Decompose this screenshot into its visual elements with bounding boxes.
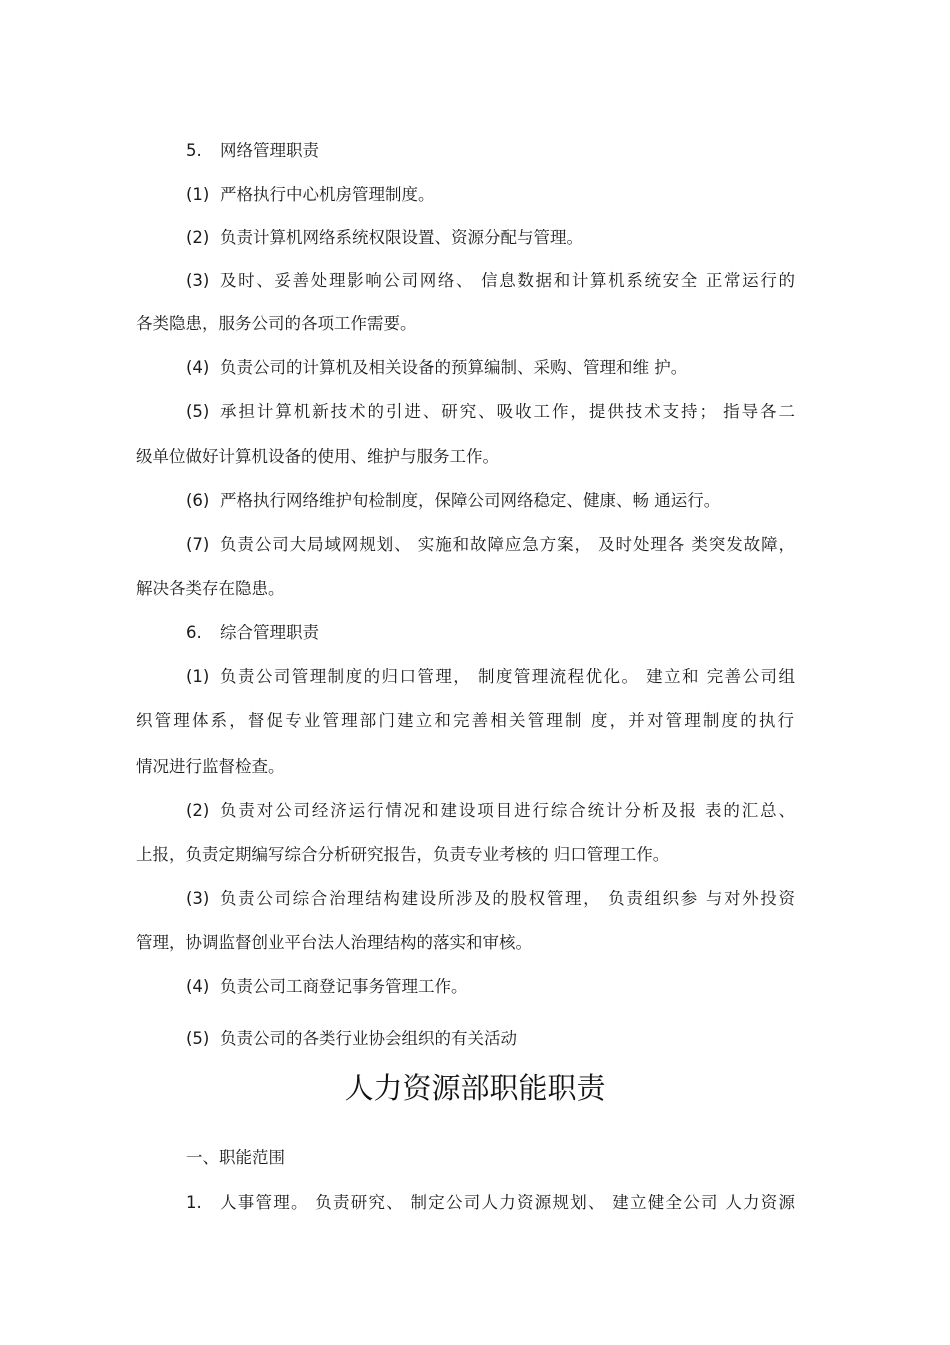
item-text: 负责公司的各类行业协会组织的有关活动 (220, 1029, 517, 1048)
item-text: 负责公司综合治理结构建设所涉及的股权管理， 负责组织参 与对外投资 (220, 889, 795, 908)
list-item (0, 884, 950, 914)
item-text: 人事管理。 负责研究、 制定公司人力资源规划、 建立健全公司 人力资源 (220, 1193, 795, 1212)
list-item (0, 180, 950, 210)
item-text: 情况进行监督检查。 (136, 757, 285, 776)
list-item (0, 796, 950, 826)
item-text: 各类隐患，服务公司的各项工作需要。 (136, 314, 417, 333)
item-number: 1. (186, 1193, 202, 1212)
list-item-continuation (0, 706, 950, 736)
heading-number: 6. (186, 623, 202, 642)
item-number: (3) (186, 271, 210, 290)
list-item (0, 530, 950, 560)
list-item (0, 1024, 950, 1054)
item-number: (2) (186, 801, 210, 820)
list-item-continuation (0, 574, 950, 604)
item-text: 负责公司工商登记事务管理工作。 (220, 977, 468, 996)
item-text: 承担计算机新技术的引进、研究、吸收工作，提供技术支持； 指导各二 (220, 402, 795, 421)
item-text: 上报，负责定期编写综合分析研究报告，负责专业考核的 归口管理工作。 (136, 845, 670, 864)
list-item (0, 662, 950, 692)
item-text: 严格执行网络维护旬检制度，保障公司网络稳定、健康、畅 通运行。 (220, 491, 721, 510)
item-number: (3) (186, 889, 210, 908)
list-item (0, 266, 950, 296)
item-text: 严格执行中心机房管理制度。 (220, 185, 435, 204)
item-text: 织管理体系，督促专业管理部门建立和完善相关管理制 度，并对管理制度的执行 (136, 711, 794, 730)
item-number: (2) (186, 228, 210, 247)
heading-text: 综合管理职责 (220, 623, 319, 642)
list-item-continuation (0, 442, 950, 472)
list-item (0, 1188, 950, 1218)
list-item (0, 972, 950, 1002)
item-text: 负责公司大局域网规划、 实施和故障应急方案， 及时处理各 类突发故障， (220, 535, 795, 554)
item-number: (1) (186, 667, 210, 686)
item-text: 负责对公司经济运行情况和建设项目进行综合统计分析及报 表的汇总、 (220, 801, 795, 820)
item-text: 级单位做好计算机设备的使用、维护与服务工作。 (136, 447, 499, 466)
list-item (0, 486, 950, 516)
section-heading-network (0, 136, 950, 166)
heading-text: 网络管理职责 (220, 141, 319, 160)
list-item-continuation (0, 928, 950, 958)
item-text: 负责计算机网络系统权限设置、资源分配与管理。 (220, 228, 583, 247)
list-item-continuation (0, 309, 950, 339)
list-item (0, 397, 950, 427)
item-number: (1) (186, 185, 210, 204)
list-item-continuation (0, 840, 950, 870)
section-heading-scope (0, 1143, 950, 1173)
heading-number: 5. (186, 141, 202, 160)
item-text: 管理，协调监督创业平台法人治理结构的落实和审核。 (136, 933, 532, 952)
item-number: (5) (186, 402, 210, 421)
item-number: (5) (186, 1029, 210, 1048)
item-text: 及时、妥善处理影响公司网络、 信息数据和计算机系统安全 正常运行的 (220, 271, 795, 290)
document-title: 人力资源部职能职责 (344, 1071, 606, 1105)
item-number: (4) (186, 358, 210, 377)
item-text: 解决各类存在隐患。 (136, 579, 285, 598)
list-item (0, 353, 950, 383)
heading-text: 一、职能范围 (186, 1148, 285, 1167)
section-heading-general (0, 618, 950, 648)
item-text: 负责公司管理制度的归口管理， 制度管理流程优化。 建立和 完善公司组 (220, 667, 795, 686)
item-number: (6) (186, 491, 210, 510)
item-number: (7) (186, 535, 210, 554)
list-item-continuation (0, 752, 950, 782)
item-number: (4) (186, 977, 210, 996)
item-text: 负责公司的计算机及相关设备的预算编制、采购、管理和维 护。 (220, 358, 688, 377)
list-item (0, 223, 950, 253)
